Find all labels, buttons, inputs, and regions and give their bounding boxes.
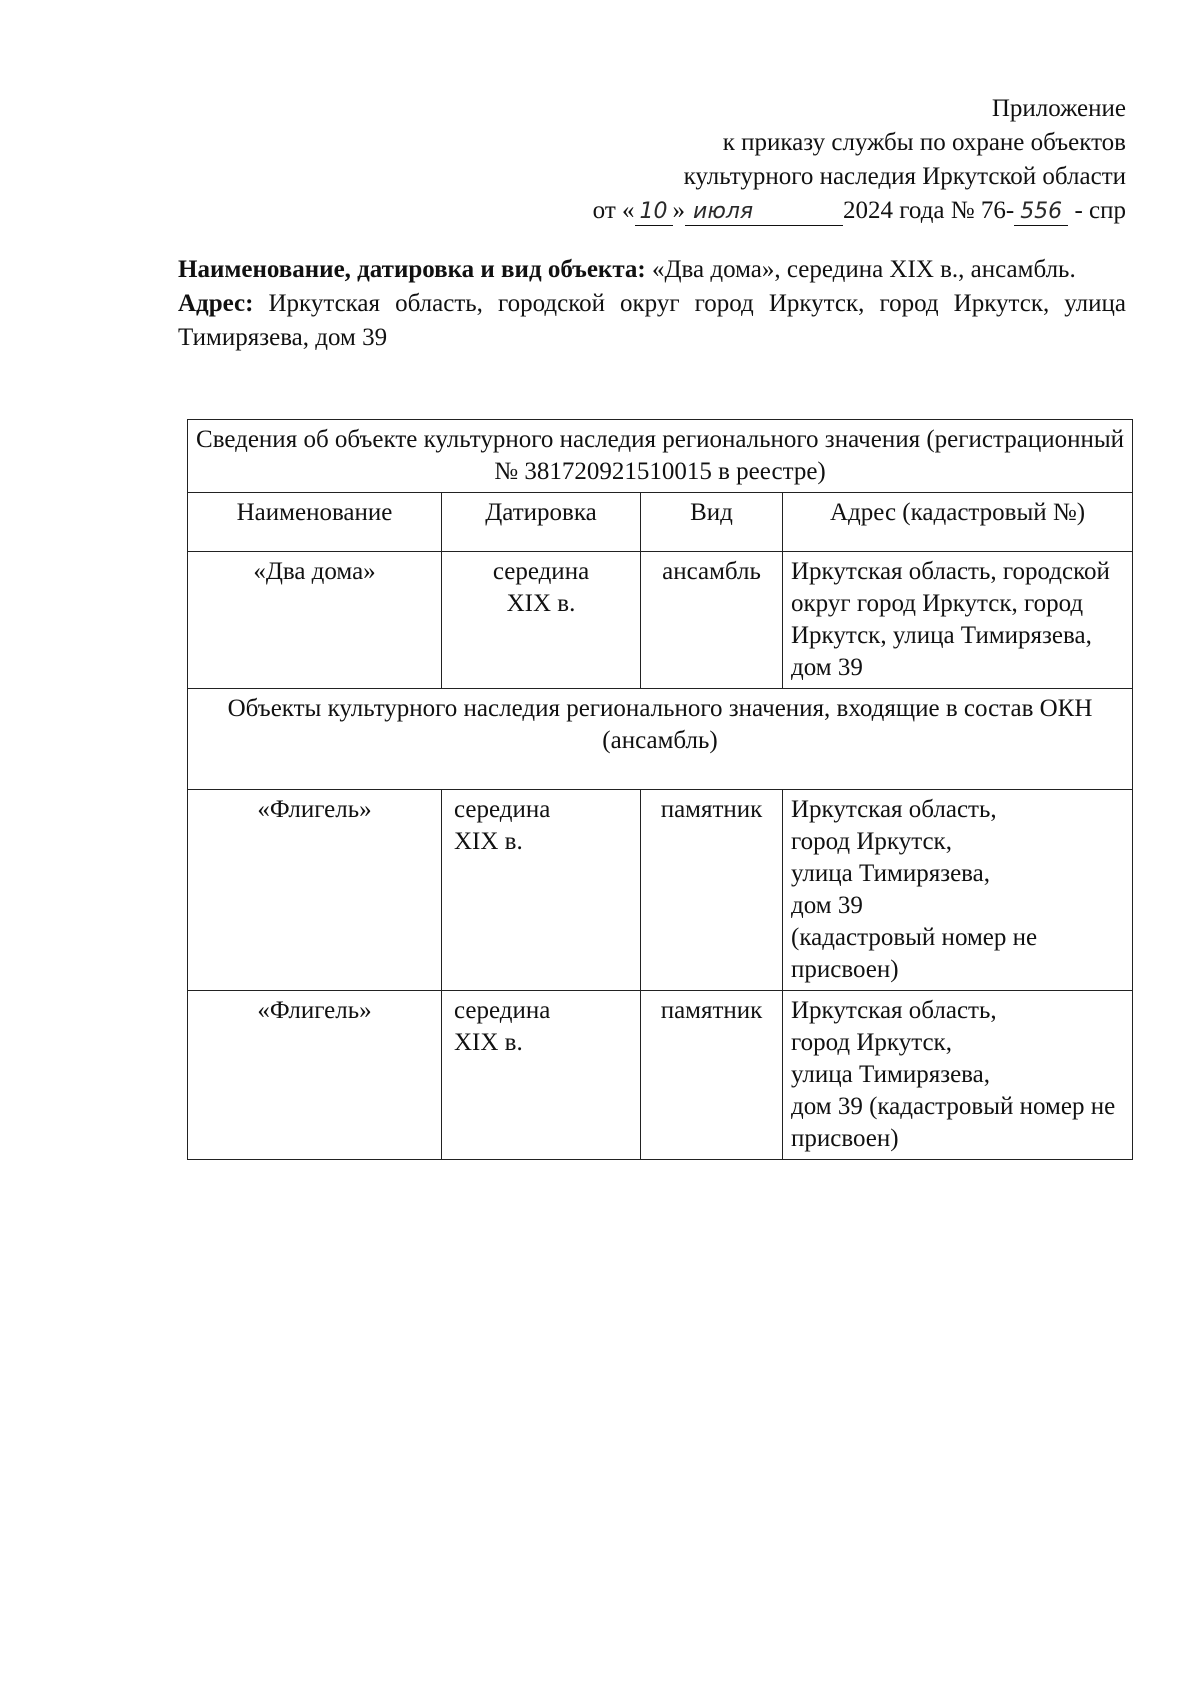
cell-address-line: дом 39 [791,892,863,919]
cell-type: памятник [641,790,783,991]
cell-name: «Два дома» [188,552,442,689]
object-address-label: Адрес: [178,290,254,317]
appendix-title: Приложение [991,95,1126,122]
date-prefix: от « [592,197,635,224]
cell-type: ансамбль [641,552,783,689]
heritage-object-table [187,419,1133,1160]
cell-address-line: Иркутская область, [791,997,997,1024]
table-row [188,991,1133,1160]
column-header-type: Вид [641,493,783,552]
object-address-value: Иркутская область, городской округ город Иркутск, город Иркутск, улица Тимирязева, дом 39 [178,290,1126,351]
cell-address-line: улица Тимирязева, [791,860,990,887]
cell-address-line: город Иркутск, [791,1029,952,1056]
date-quote-close: » [672,197,686,224]
order-reference-line: к приказу службы по охране объектов [722,129,1126,156]
cell-address: Иркутская область, городской округ город Иркутск, город Иркутск, улица Тимирязева, дом 39 [783,552,1133,689]
table-title: Сведения об объекте культурного наследия регионального значения (регистрационный № 381720921510015 в реестре) [188,420,1133,493]
order-date-line [593,194,1126,228]
table-title-row [188,420,1133,493]
cell-address-line: Иркутская область, [791,796,997,823]
cell-date [442,991,641,1160]
handwritten-order-number: 556 [1014,199,1068,226]
cell-address-line: дом 39 (кадастровый номер не присвоен) [791,1093,1116,1152]
object-address-paragraph [178,287,1126,355]
handwritten-month: июля [685,199,843,226]
cell-date-line1: середина [454,997,551,1024]
column-header-name: Наименование [188,493,442,552]
cell-date-line1: середина [492,558,590,585]
issuing-authority-line: культурного наследия Иркутской области [683,163,1126,190]
column-header-address: Адрес (кадастровый №) [783,493,1133,552]
cell-date [442,552,641,689]
cell-address [783,790,1133,991]
cell-date-line2: XIX в. [454,828,523,855]
object-name-value: «Два дома», середина XIX в., ансамбль. [645,256,1076,283]
table-row [188,790,1133,991]
cell-address-line: (кадастровый номер не присвоен) [791,924,1038,983]
table-row [188,552,1133,689]
table-subtitle: Объекты культурного наследия регионального значения, входящие в состав ОКН (ансамбль) [188,689,1133,790]
handwritten-day: 10 [635,199,673,226]
object-name-paragraph [178,253,1126,287]
appendix-header [593,92,1126,228]
object-description [178,253,1126,355]
column-header-date: Датировка [442,493,641,552]
cell-date-line2: XIX в. [454,1029,523,1056]
cell-name: «Флигель» [188,790,442,991]
cell-type: памятник [641,991,783,1160]
cell-address-line: город Иркутск, [791,828,952,855]
cell-address [783,991,1133,1160]
order-suffix: - спр [1068,197,1126,224]
object-name-label: Наименование, датировка и вид объекта: [178,256,646,283]
date-year: 2024 года № 76- [843,197,1015,224]
cell-address-line: улица Тимирязева, [791,1061,990,1088]
cell-date-line1: середина [454,796,551,823]
cell-date-line2: XIX в. [506,590,576,617]
cell-date [442,790,641,991]
table-header-row [188,493,1133,552]
cell-name: «Флигель» [188,991,442,1160]
table-subtitle-row [188,689,1133,790]
